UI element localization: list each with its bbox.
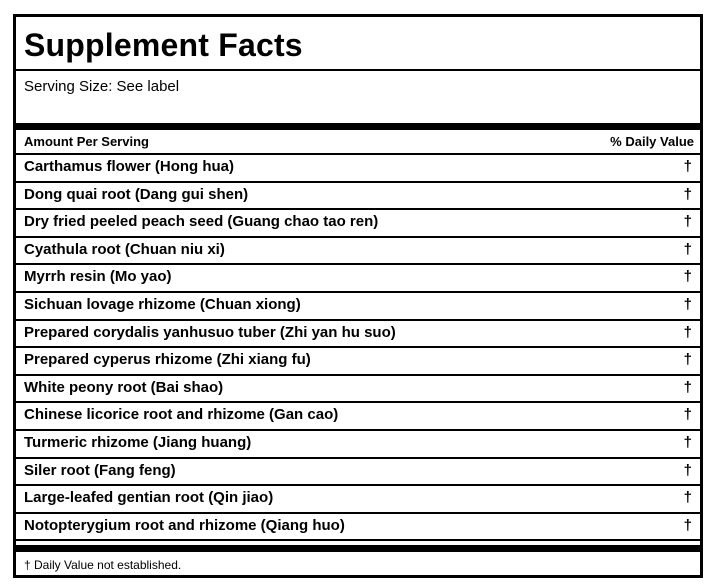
ingredient-name: Siler root (Fang feng) xyxy=(24,461,176,479)
ingredient-name: Dry fried peeled peach seed (Guang chao tao ren) xyxy=(24,213,379,231)
column-header-row xyxy=(16,130,700,153)
ingredient-row xyxy=(16,486,700,514)
panel-title: Supplement Facts xyxy=(24,27,303,63)
daily-value-mark: † xyxy=(683,185,692,203)
ingredient-row xyxy=(16,376,700,404)
supplement-facts-panel xyxy=(13,14,703,578)
ingredient-name: Myrrh resin (Mo yao) xyxy=(24,268,172,286)
ingredient-row xyxy=(16,210,700,238)
ingredient-row xyxy=(16,514,700,542)
ingredient-row xyxy=(16,459,700,487)
daily-value-mark: † xyxy=(683,213,692,231)
daily-value-mark: † xyxy=(683,351,692,369)
ingredient-name: Chinese licorice root and rhizome (Gan cao) xyxy=(24,406,339,424)
daily-value-mark: † xyxy=(683,268,692,286)
ingredient-name: Prepared cyperus rhizome (Zhi xiang fu) xyxy=(24,351,311,369)
ingredient-name: Turmeric rhizome (Jiang huang) xyxy=(24,433,252,451)
ingredient-name: Notopterygium root and rhizome (Qiang huo) xyxy=(24,516,345,534)
ingredient-row xyxy=(16,183,700,211)
daily-value-header: % Daily Value xyxy=(610,134,694,149)
ingredient-row xyxy=(16,155,700,183)
ingredient-name: White peony root (Bai shao) xyxy=(24,378,224,396)
ingredient-row xyxy=(16,403,700,431)
daily-value-mark: † xyxy=(683,295,692,313)
daily-value-mark: † xyxy=(683,240,692,258)
daily-value-mark: † xyxy=(683,323,692,341)
daily-value-mark: † xyxy=(683,516,692,534)
daily-value-mark: † xyxy=(683,489,692,507)
ingredient-row xyxy=(16,321,700,349)
ingredient-row xyxy=(16,431,700,459)
daily-value-footnote: † Daily Value not established. xyxy=(24,558,182,572)
ingredient-list xyxy=(16,155,700,541)
daily-value-mark: † xyxy=(683,433,692,451)
thick-divider-bottom xyxy=(16,545,700,552)
daily-value-mark: † xyxy=(683,378,692,396)
ingredient-row xyxy=(16,348,700,376)
ingredient-name: Dong quai root (Dang gui shen) xyxy=(24,185,249,203)
ingredient-row xyxy=(16,238,700,266)
daily-value-mark: † xyxy=(683,158,692,175)
ingredient-name: Sichuan lovage rhizome (Chuan xiong) xyxy=(24,295,301,313)
title-divider xyxy=(16,69,700,71)
ingredient-name: Large-leafed gentian root (Qin jiao) xyxy=(24,489,274,507)
daily-value-mark: † xyxy=(683,461,692,479)
ingredient-name: Carthamus flower (Hong hua) xyxy=(24,158,235,175)
ingredient-name: Prepared corydalis yanhusuo tuber (Zhi yan hu suo) xyxy=(24,323,396,341)
thick-divider-top xyxy=(16,123,700,130)
ingredient-name: Cyathula root (Chuan niu xi) xyxy=(24,240,225,258)
amount-per-serving-header: Amount Per Serving xyxy=(24,134,149,149)
serving-size: Serving Size: See label xyxy=(24,78,180,95)
daily-value-mark: † xyxy=(683,406,692,424)
ingredient-row xyxy=(16,293,700,321)
ingredient-row xyxy=(16,265,700,293)
